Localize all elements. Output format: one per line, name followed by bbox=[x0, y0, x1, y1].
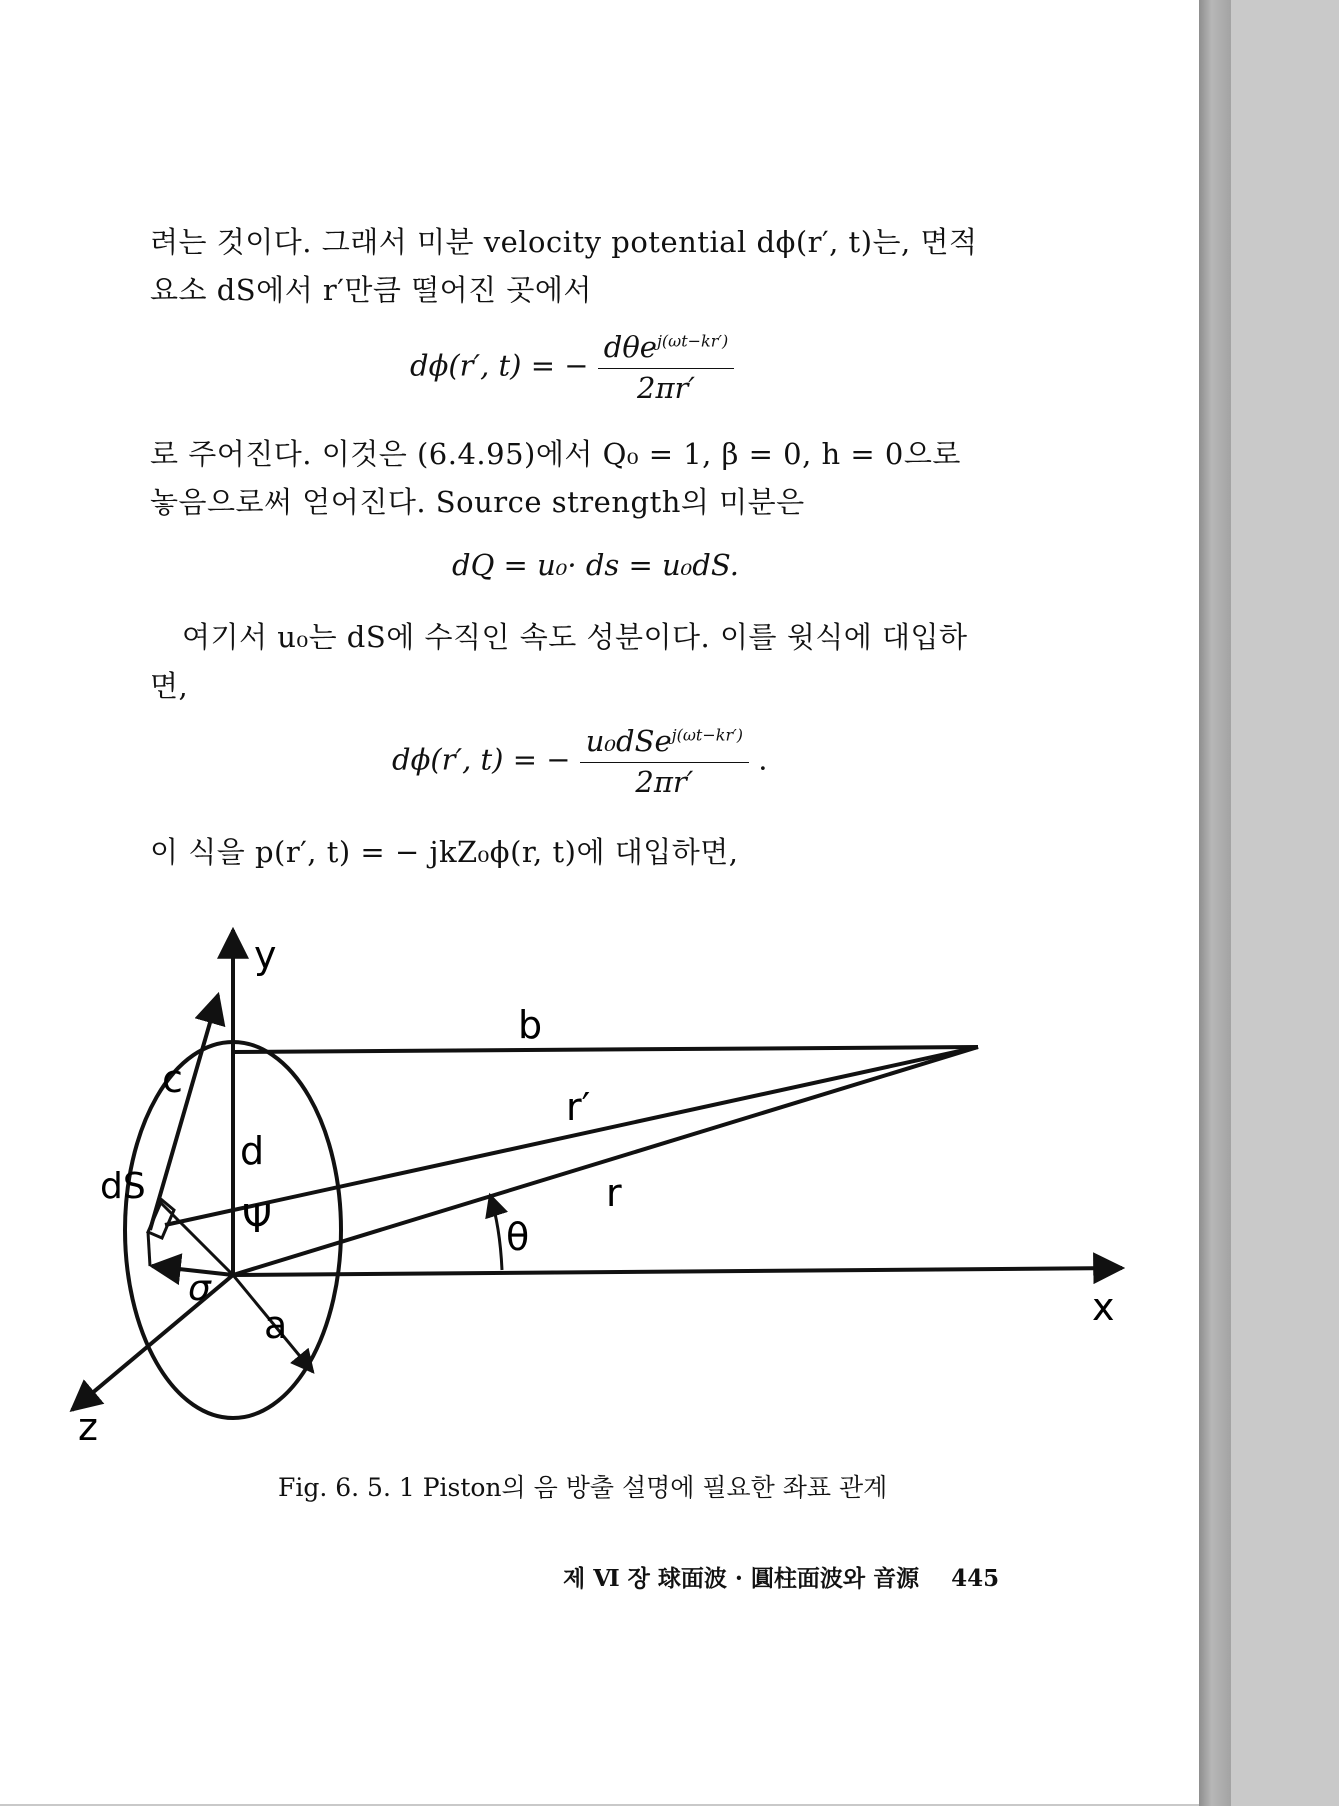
equation-3 bbox=[392, 724, 767, 799]
equation-3-fraction bbox=[580, 724, 749, 799]
paragraph-2-line-2: 놓음으로써 얻어진다. Source strength의 미분은 bbox=[150, 485, 805, 519]
paragraph-3-line-2: 면, bbox=[150, 669, 189, 703]
equation-1-fraction bbox=[598, 330, 735, 405]
r-prime-line bbox=[165, 1047, 978, 1225]
paragraph-1-line-2: 요소 dS에서 r′만큼 떨어진 곳에서 bbox=[150, 273, 592, 307]
label-r: r bbox=[606, 1171, 622, 1215]
c-vector bbox=[150, 995, 218, 1230]
equation-1-exponent: j(ωt−kr′) bbox=[656, 331, 729, 351]
x-axis bbox=[233, 1268, 1122, 1275]
label-b: b bbox=[518, 1003, 543, 1047]
b-line bbox=[233, 1047, 978, 1052]
theta-arc bbox=[490, 1195, 502, 1270]
page-number: 445 bbox=[951, 1565, 1000, 1592]
label-x: x bbox=[1092, 1285, 1115, 1329]
paragraph-1-line-1: 려는 것이다. 그래서 미분 velocity potential dϕ(r′, t)는, 면적 bbox=[150, 225, 978, 259]
label-r-prime: r′ bbox=[566, 1085, 591, 1129]
label-theta: θ bbox=[506, 1215, 530, 1259]
piston-coordinate-figure bbox=[0, 900, 1204, 1460]
page-stack-edge bbox=[1199, 0, 1231, 1806]
equation-1-denominator: 2πr′ bbox=[637, 371, 695, 405]
equation-1-numerator: dθe bbox=[603, 330, 657, 364]
equation-3-denominator: 2πr′ bbox=[635, 765, 694, 799]
label-a: a bbox=[264, 1303, 288, 1347]
label-z: z bbox=[78, 1405, 98, 1449]
label-sigma: σ bbox=[188, 1268, 211, 1309]
r-line bbox=[233, 1047, 978, 1275]
figure-caption: Fig. 6. 5. 1 Piston의 음 방출 설명에 필요한 좌표 관계 bbox=[278, 1473, 888, 1502]
paragraph-4-line-1: 이 식을 p(r′, t) = − jkZ₀ϕ(r, t)에 대입하면, bbox=[150, 835, 739, 869]
label-y: y bbox=[254, 933, 277, 977]
paragraph-2-line-1: 로 주어진다. 이것은 (6.4.95)에서 Q₀ = 1, β = 0, h = 0으로 bbox=[150, 437, 961, 471]
equation-3-exponent: j(ωt−kr′) bbox=[671, 725, 743, 745]
label-psi: Ψ bbox=[242, 1197, 272, 1241]
chapter-title: 제 Ⅵ 장 球面波 · 圓柱面波와 音源 bbox=[563, 1565, 920, 1592]
running-head bbox=[563, 1560, 999, 1593]
equation-1 bbox=[410, 330, 734, 405]
label-d: d bbox=[240, 1129, 265, 1173]
equation-3-lhs: dϕ(r′, t) = − bbox=[392, 742, 571, 777]
label-c: c bbox=[162, 1057, 183, 1101]
equation-3-period: . bbox=[758, 742, 768, 777]
equation-2: dQ = u₀· ds = u₀dS. bbox=[452, 548, 739, 582]
paragraph-3-line-1: 여기서 u₀는 dS에 수직인 속도 성분이다. 이를 윗식에 대입하 bbox=[182, 620, 968, 654]
ds-patch-left bbox=[148, 1232, 150, 1266]
equation-3-numerator: u₀dSe bbox=[585, 724, 672, 758]
label-ds: dS bbox=[100, 1166, 146, 1207]
equation-1-lhs: dϕ(r′, t) = − bbox=[410, 348, 589, 383]
